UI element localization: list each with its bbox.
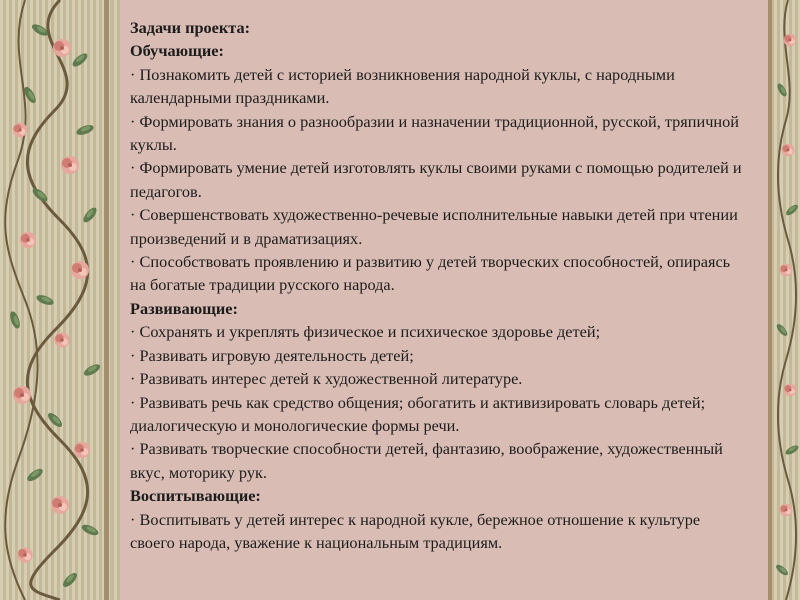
section-title-developing: Развивающие: — [130, 298, 238, 318]
floral-border-left — [0, 0, 120, 600]
list-item: · Развивать интерес детей к художественной литературе. — [130, 369, 523, 389]
floral-border-right — [768, 0, 800, 600]
section-title-teaching: Обучающие: — [130, 41, 224, 61]
list-item: · Познакомить детей с историей возникновения народной куклы, с народными календарными праздниками. — [130, 64, 675, 108]
list-item: · Совершенствовать художественно-речевые исполнительные навыки детей при чтении произведений и в драматизациях. — [130, 205, 738, 248]
list-item: · Формировать умение детей изготовлять куклы своими руками с помощью родителей и педагогов. — [130, 158, 742, 201]
section-title-educating: Воспитывающие: — [130, 486, 261, 506]
list-item: · Воспитывать у детей интерес к народной кукле, бережное отношение к культуре своего народа, уважение к национальным традициям. — [130, 509, 701, 552]
list-item: · Способствовать проявлению и развитию у детей творческих способностей, опираясь на богатые традиции русского народа. — [130, 252, 731, 295]
list-item: · Формировать знания о разнообразии и назначении традиционной, русской, тряпичной куклы. — [130, 111, 739, 155]
heading-project-tasks: Задачи проекта: — [130, 18, 251, 37]
list-item: · Развивать творческие способности детей, фантазию, воображение, художественный вкус, моторику рук. — [130, 439, 723, 482]
list-item: · Развивать речь как средство общения; обогатить и активизировать словарь детей; диалогическую и монологические формы речи. — [130, 392, 706, 435]
list-item: · Развивать игровую деятельность детей; — [130, 345, 414, 365]
list-item: · Сохранять и укреплять физическое и психическое здоровье детей; — [130, 322, 601, 342]
content-text — [130, 16, 742, 554]
